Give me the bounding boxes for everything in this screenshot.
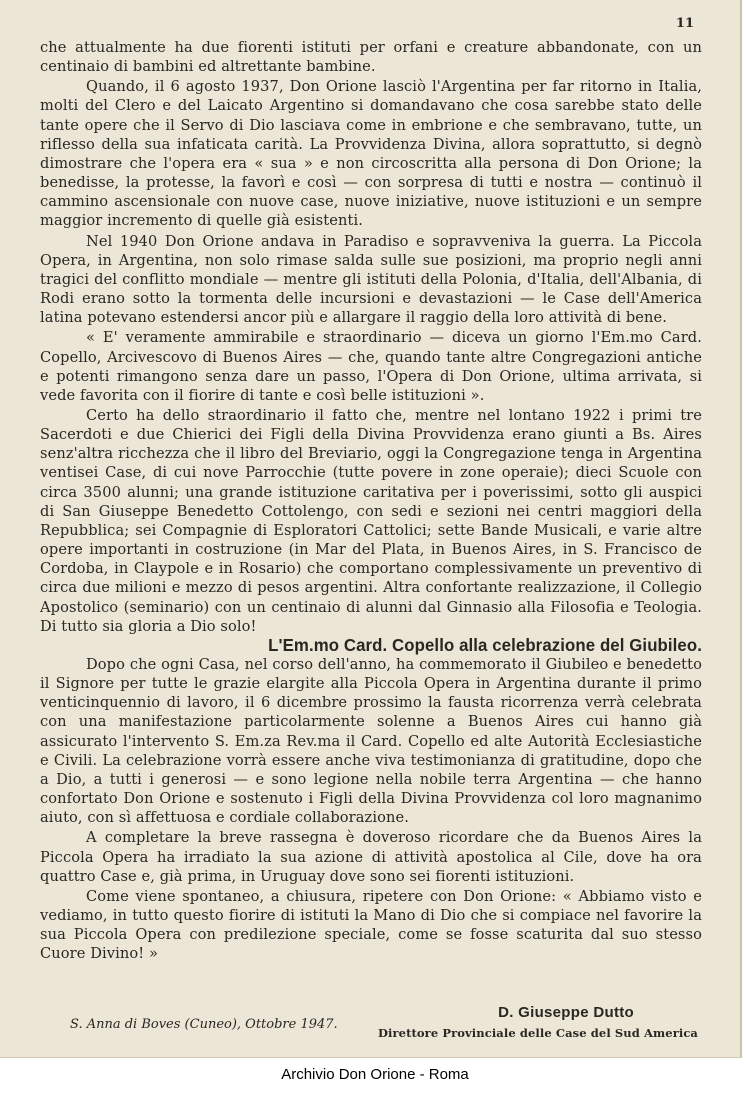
paragraph-2: Quando, il 6 agosto 1937, Don Orione lasciò l'Argentina per far ritorno in Italia, molti del Clero e del Laicato Argentino si domandavano che cosa sarebbe stato delle tante opere che il Servo di Dio lasciava come in embrione e che sembravano, tutte, un riflesso della sua infaticata carità. La Provvidenza Divina, allora soprattutto, si degnò dimostrare che l'opera era « sua » e non circoscritta alla persona di Don Orione; la benedisse, la protesse, la favorì e così — con sorpresa di tutti e nostra — continuò il cammino ascensionale con nuove case, nuove iniziative, nuove istituzioni e un sempre maggior incremento di quelle già esistenti. — [40, 78, 702, 230]
section-paragraph-2: A completare la breve rassegna è doveroso ricordare che da Buenos Aires la Piccola Opera ha irradiato la sua azione di attività apostolica al Cile, dove ha ora quattro Case e, già prima, in Uruguay dove sono sei fiorenti istituzioni. — [40, 829, 702, 885]
section-paragraph-3: Come viene spontaneo, a chiusura, ripetere con Don Orione: « Abbiamo visto e vediamo, in tutto questo fiorire di istituti la Mano di Dio che si compiace nel favorire la sua Piccola Opera con predilezione speciale, come se fosse scaturita dal suo stesso Cuore Divino! » — [40, 887, 702, 963]
paragraph-4: « E' veramente ammirabile e straordinario — diceva un giorno l'Em.mo Card. Copello, Arcivescovo di Buenos Aires — che, quando tante altre Congregazioni antiche e potenti rimangono senza dare un passo, l'Opera di Don Orione, ultima arrivata, si vede favorita con il fiorire di tante e così belle istituzioni ». — [40, 329, 702, 404]
section-heading: L'Em.mo Card. Copello alla celebrazione del Giubileo. — [268, 634, 702, 655]
paragraph-1: che attualmente ha due fiorenti istituti per orfani e creature abbandonate, con un centinaio di bambini ed altrettante bambine. — [40, 39, 702, 76]
paragraph-3: Nel 1940 Don Orione andava in Paradiso e sopravveniva la guerra. La Piccola Opera, in Argentina, non solo rimase salda sulle sue posizioni, ma proprio negli anni tragici del conflitto mondiale — mentre gli istituti della Polonia, d'Italia, dell'Albania, di Rodi erano sotto la tormenta delle incursioni e devastazioni — le Case dell'America latina potevano estendersi ancor più e allargare il raggio della loro attività di bene. — [40, 232, 702, 327]
signature-name: D. Giuseppe Dutto — [498, 1004, 634, 1021]
signature-block — [70, 1004, 702, 1044]
article-body — [40, 38, 702, 964]
page-number: 11 — [675, 16, 694, 31]
signature-title: Direttore Provinciale delle Case del Sud America — [377, 1026, 698, 1040]
signature-place-date: S. Anna di Boves (Cuneo), Ottobre 1947. — [70, 1017, 338, 1032]
section-paragraph-1: Dopo che ogni Casa, nel corso dell'anno, ha commemorato il Giubileo e benedetto il Signore per tutte le grazie elargite alla Piccola Opera in Argentina durante il primo venticinquennio di lavoro, il 6 dicembre prossimo la fausta ricorrenza verrà celebrata con una manifestazione particolarmente solenne a Buenos Aires cui hanno già assicurato l'intervento S. Em.za Rev.ma il Card. Copello ed alte Autorità Ecclesiastiche e Civili. La celebrazione vorrà essere anche viva testimonianza di gratitudine, dopo che a Dio, a tutti i generosi — e sono legione nella nobile terra Argentina — che hanno confortato Don Orione e sostenuto i Figli della Divina Provvidenza col loro magnanimo aiuto, con sì affettuosa e cordiale collaborazione. — [40, 656, 702, 827]
paragraph-5: Certo ha dello straordinario il fatto che, mentre nel lontano 1922 i primi tre Sacerdoti e due Chierici dei Figli della Divina Provvidenza erano giunti a Bs. Aires senz'altra ricchezza che il libro del Breviario, oggi la Congregazione tenga in Argentina ventisei Case, di cui nove Parrocchie (tutte povere in zone operaie); dieci Scuole con circa 3500 alunni; una grande istituzione caritativa per i poverissimi, sotto gli auspici di San Giuseppe Benedetto Cottolengo, con sedi e sezioni nei centri maggiori della Repubblica; sei Compagnie di Esploratori Cattolici; sette Bande Musicali, e varie altre opere importanti in costruzione (in Mar del Plata, in Buenos Aires, in S. Francisco de Cordoba, in Claypole e in Rosario) che comportano complessivamente un preventivo di circa due milioni e mezzo di pesos argentini. Altra confortante realizzazione, il Collegio Apostolico (seminario) con un centinaio di alunni dal Ginnasio alla Filosofia e Teologia. Di tutto sia gloria a Dio solo! — [40, 406, 702, 635]
archive-footer: Archivio Don Orione - Roma — [281, 1066, 469, 1083]
